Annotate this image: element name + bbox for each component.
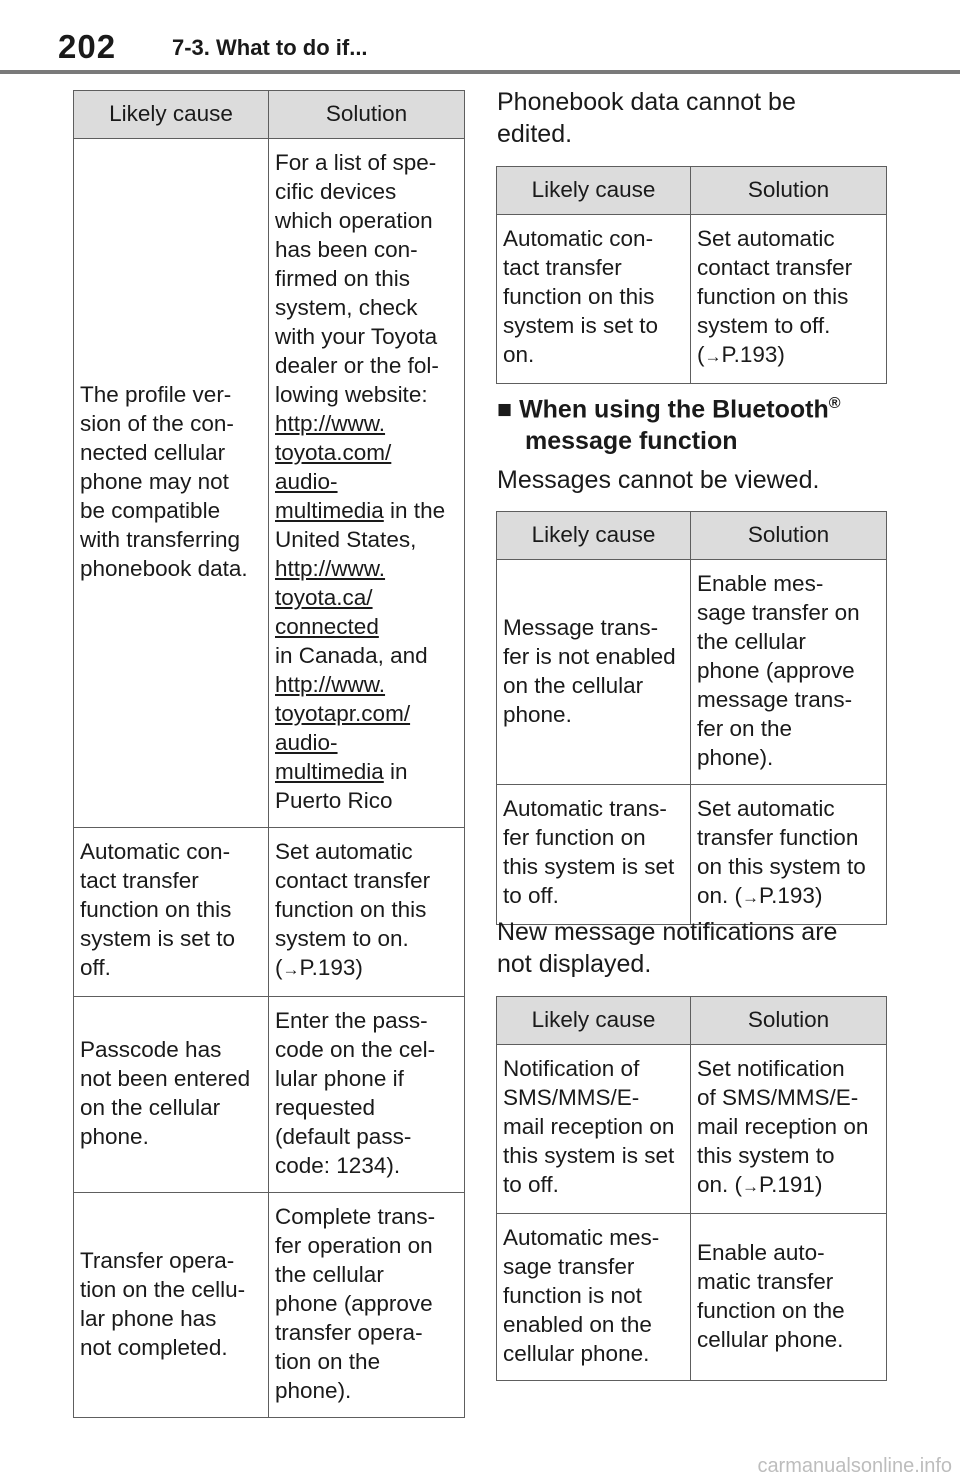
table-header-row bbox=[497, 997, 887, 1045]
cause-cell: Passcode has not been entered on the cellular phone. bbox=[74, 997, 269, 1193]
col-header-solution: Solution bbox=[691, 512, 887, 560]
arrow-right-icon: → bbox=[282, 960, 300, 979]
cause-cell: Automatic mes- sage transfer function is not enabled on the cellular phone. bbox=[497, 1214, 691, 1381]
table-row bbox=[497, 1045, 887, 1214]
page-header bbox=[0, 0, 960, 76]
solution-cell: Enter the pass- code on the cel- lular phone if requested (default pass- code: 1234). bbox=[269, 997, 465, 1193]
solution-cell: Set automatic transfer function on this system to on. (→P.193) bbox=[691, 785, 887, 925]
solution-cell: Enable mes- sage transfer on the cellular phone (approve message trans- fer on the phone). bbox=[691, 560, 887, 785]
page-ref[interactable]: P.193 bbox=[299, 955, 356, 980]
phonebook-edit-table bbox=[496, 166, 887, 384]
watermark: carmanualsonline.info bbox=[757, 1455, 952, 1477]
table-row bbox=[497, 785, 887, 925]
col-header-cause: Likely cause bbox=[74, 91, 269, 139]
col-header-solution: Solution bbox=[691, 167, 887, 215]
table-row bbox=[497, 1214, 887, 1381]
cause-cell: The profile ver- sion of the con- nected cellular phone may not be compatible with transferring phonebook data. bbox=[74, 139, 269, 828]
toyota-pr-link[interactable]: http://www. bbox=[275, 672, 386, 697]
cause-cell: Message trans- fer is not enabled on the cellular phone. bbox=[497, 560, 691, 785]
solution-cell: Complete trans- fer operation on the cellular phone (approve transfer opera- tion on the phone). bbox=[269, 1193, 465, 1418]
cause-cell: Automatic con- tact transfer function on this system is set to off. bbox=[74, 828, 269, 997]
table-row bbox=[74, 828, 465, 997]
col-header-cause: Likely cause bbox=[497, 997, 691, 1045]
table-header-row bbox=[497, 167, 887, 215]
toyota-us-link[interactable]: http://www. bbox=[275, 411, 386, 436]
toyota-ca-link[interactable]: http://www. bbox=[275, 556, 386, 581]
page-ref[interactable]: P.193 bbox=[721, 342, 778, 367]
arrow-right-icon: → bbox=[742, 888, 760, 907]
page-ref[interactable]: P.193 bbox=[759, 883, 815, 908]
table-row bbox=[497, 560, 887, 785]
section-square-icon: ■ bbox=[497, 395, 513, 424]
table-row bbox=[74, 139, 465, 828]
solution-cell: Set automatic contact transfer function on this system to on. (→P.193) bbox=[269, 828, 465, 997]
page-ref[interactable]: P.191 bbox=[759, 1172, 815, 1197]
table-header-row bbox=[74, 91, 465, 139]
page-number: 202 bbox=[58, 28, 117, 65]
phonebook-edit-heading: Phonebook data cannot be edited. bbox=[497, 88, 796, 148]
solution-cell: Set automatic contact transfer function on this system to off. (→P.193) bbox=[691, 215, 887, 384]
cause-cell: Transfer opera- tion on the cellu- lar phone has not completed. bbox=[74, 1193, 269, 1418]
solution-cell: Set notification of SMS/MMS/E- mail reception on this system to on. (→P.191) bbox=[691, 1045, 887, 1214]
messages-viewed-table bbox=[496, 511, 887, 925]
bluetooth-message-subheading: ■ When using the Bluetooth® message function bbox=[497, 395, 841, 456]
cause-cell: Automatic trans- fer function on this system is set to off. bbox=[497, 785, 691, 925]
header-divider bbox=[0, 70, 960, 74]
section-title: 7-3. What to do if... bbox=[172, 35, 368, 60]
table-header-row bbox=[497, 512, 887, 560]
notifications-heading: New message notifications are not displayed. bbox=[497, 918, 838, 978]
col-header-solution: Solution bbox=[269, 91, 465, 139]
cause-cell: Automatic con- tact transfer function on this system is set to on. bbox=[497, 215, 691, 384]
col-header-cause: Likely cause bbox=[497, 167, 691, 215]
solution-cell: For a list of spe- cific devices which operation has been con- firmed on this system, check with your Toyota dealer or the fol- lowing website: http://www. toyota.com/ audio- multimedia in the United States, http://www. toyota.ca/ connected in Canada, and http://www. toyotapr.com/ audio- multimedia in Puerto Rico bbox=[269, 139, 465, 828]
table-row bbox=[74, 1193, 465, 1418]
table-row bbox=[74, 997, 465, 1193]
notifications-table bbox=[496, 996, 887, 1381]
solution-cell: Enable auto- matic transfer function on the cellular phone. bbox=[691, 1214, 887, 1381]
messages-viewed-heading: Messages cannot be viewed. bbox=[497, 466, 820, 494]
table-row bbox=[497, 215, 887, 384]
cause-cell: Notification of SMS/MMS/E- mail reception on this system is set to off. bbox=[497, 1045, 691, 1214]
col-header-solution: Solution bbox=[691, 997, 887, 1045]
col-header-cause: Likely cause bbox=[497, 512, 691, 560]
arrow-right-icon: → bbox=[742, 1177, 760, 1196]
arrow-right-icon: → bbox=[704, 347, 722, 366]
profile-compat-table bbox=[73, 90, 465, 1418]
